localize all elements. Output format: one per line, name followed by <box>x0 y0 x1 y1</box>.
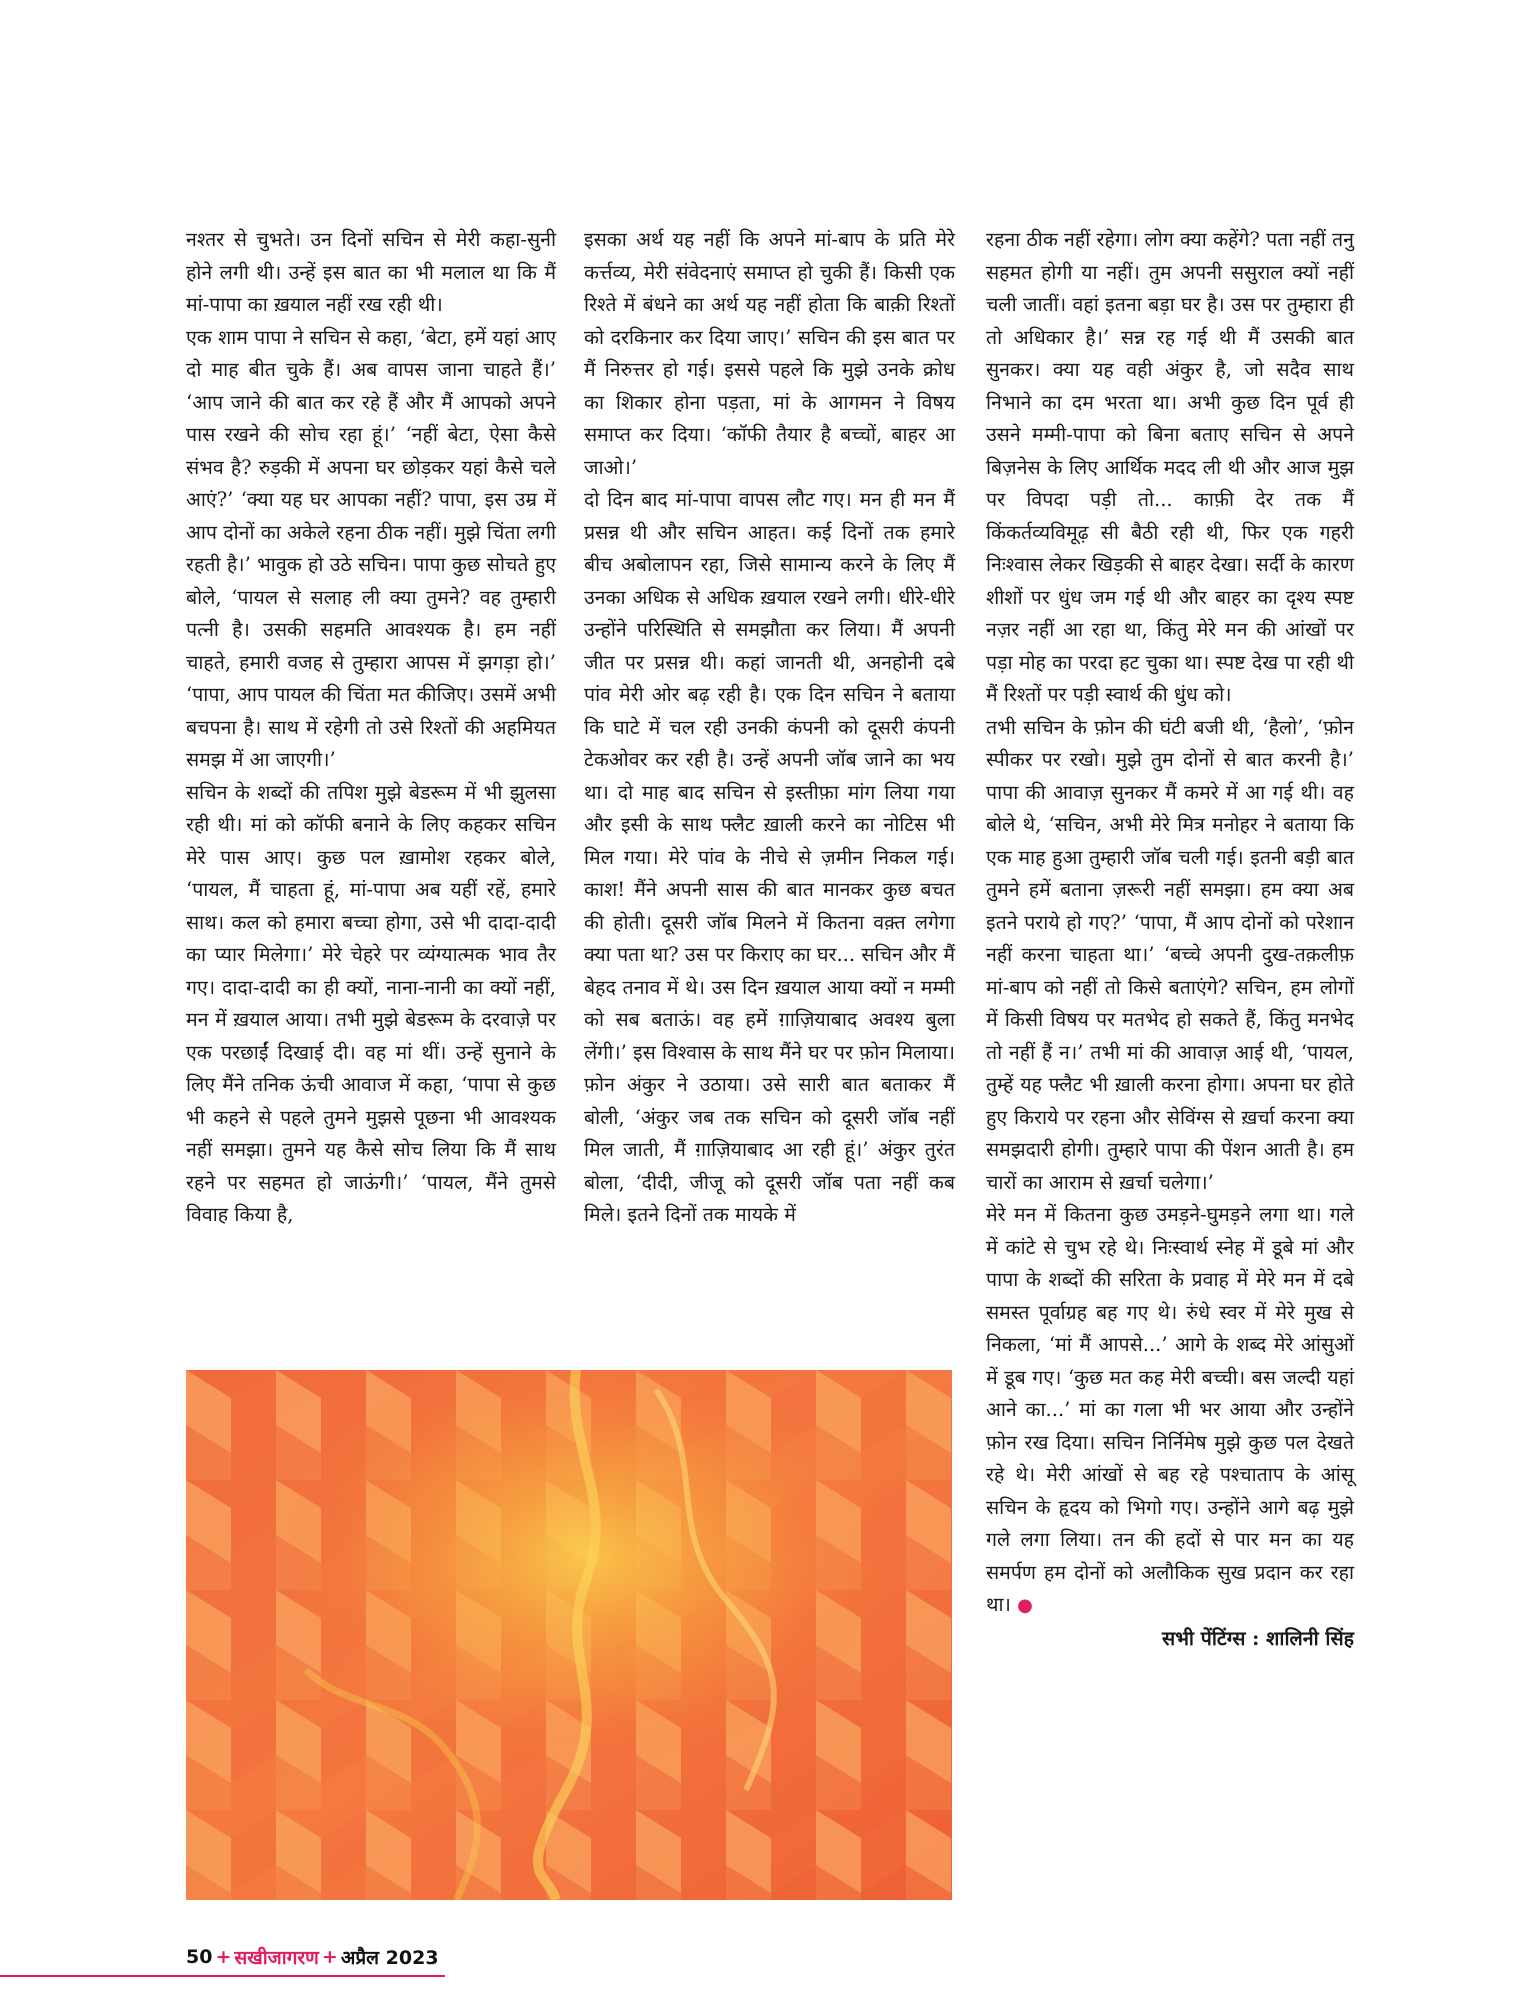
paragraph: एक शाम पापा ने सचिन से कहा, ‘बेटा, हमें यहां आए दो माह बीत चुके हैं। अब वापस जाना चाहते हैं।’ ‘आप जाने की बात कर रहे हैं और मैं आपको अपने पास रखने की सोच रहा हूं।’ ‘नहीं बेटा, ऐसा कैसे संभव है? रुड़की में अपना घर छोड़कर यहां कैसे चले आएं?’ ‘क्या यह घर आपका नहीं? पापा, इस उम्र में आप दोनों का अकेले रहना ठीक नहीं। मुझे चिंता लगी रहती है।’ भावुक हो उठे सचिन। पापा कुछ सोचते हुए बोले, ‘पायल से सलाह ली क्या तुमने? वह तुम्हारी पत्नी है। उसकी सहमति आवश्यक है। हम नहीं चाहते, हमारी वजह से तुम्हारा आपस में झगड़ा हो।’ ‘पापा, आप पायल की चिंता मत कीजिए। उसमें अभी बचपना है। साथ में रहेगी तो उसे रिश्तों की अहमियत समझ में आ जाएगी।’ <box>186 325 556 771</box>
paragraph <box>986 1199 1354 1623</box>
paragraph: रहना ठीक नहीं रहेगा। लोग क्या कहेंगे? पता नहीं तनु सहमत होगी या नहीं। तुम अपनी ससुराल क्यों नहीं चली जातीं। वहां इतना बड़ा घर है। उस पर तुम्हारा ही तो अधिकार है।’ सन्न रह गई थी मैं उसकी बात सुनकर। क्या यह वही अंकुर है, जो सदैव साथ निभाने का दम भरता था। अभी कुछ दिन पूर्व ही उसने मम्मी-पापा को बिना बताए सचिन से अपने बिज़नेस के लिए आर्थिक मदद ली थी और आज मुझ पर विपदा पड़ी तो... काफ़ी देर तक मैं किंकर्तव्यविमूढ़ सी बैठी रही थी, फिर एक गहरी निःश्वास लेकर खिड़की से बाहर देखा। सर्दी के कारण शीशों पर धुंध जम गई थी और बाहर का दृश्य स्पष्ट नज़र नहीं आ रहा था, किंतु मेरे मन की आंखों पर पड़ा मोह का परदा हट चुका था। स्पष्ट देख पा रही थी मैं रिश्तों पर पड़ी स्वार्थ की धुंध को। <box>986 228 1354 706</box>
article-column-1 <box>186 224 556 1232</box>
folio-rule <box>0 1975 445 1977</box>
article-column-3 <box>986 224 1354 1655</box>
paragraph: तभी सचिन के फ़ोन की घंटी बजी थी, ‘हैलो’, ‘फ़ोन स्पीकर पर रखो। मुझे तुम दोनों से बात करनी है।’ पापा की आवाज़ सुनकर मैं कमरे में आ गई थी। वह बोले थे, ‘सचिन, अभी मेरे मित्र मनोहर ने बताया कि एक माह हुआ तुम्हारी जॉब चली गई। इतनी बड़ी बात तुमने हमें बताना ज़रूरी नहीं समझा। हम क्या अब इतने पराये हो गए?’ ‘पापा, मैं आप दोनों को परेशान नहीं करना चाहता था।’ ‘बच्चे अपनी दुख-तक़लीफ़ मां-बाप को नहीं तो किसे बताएंगे? सचिन, हम लोगों में किसी विषय पर मतभेद हो सकते हैं, किंतु मनभेद तो नहीं हैं न।’ तभी मां की आवाज़ आई थी, ‘पायल, तुम्हें यह फ्लैट भी ख़ाली करना होगा। अपना घर होते हुए किराये पर रहना और सेविंग्स से ख़र्चा करना क्या समझदारी होगी। तुम्हारे पापा की पेंशन आती है। हम चारों का आराम से ख़र्चा चलेगा।’ <box>986 715 1354 1194</box>
star-icon: + <box>215 1946 232 1968</box>
star-icon: + <box>321 1946 338 1968</box>
page-number: 50 <box>186 1946 213 1968</box>
magazine-name: सखीजागरण <box>234 1947 319 1969</box>
paragraph: इसका अर्थ यह नहीं कि अपने मां-बाप के प्रति मेरे कर्त्तव्य, मेरी संवेदनाएं समाप्त हो चुकी हैं। किसी एक रिश्ते में बंधने का अर्थ यह नहीं होता कि बाक़ी रिश्तों को दरकिनार कर दिया जाए।’ सचिन की इस बात पर मैं निरुत्तर हो गई। इससे पहले कि मुझे उनके क्रोध का शिकार होना पड़ता, मां के आगमन ने विषय समाप्त कर दिया। ‘कॉफी तैयार है बच्चों, बाहर आ जाओ।’ <box>584 228 955 479</box>
paragraph: नश्तर से चुभते। उन दिनों सचिन से मेरी कहा-सुनी होने लगी थी। उन्हें इस बात का भी मलाल था कि मैं मां-पापा का ख़याल नहीं रख रही थी। <box>186 228 556 316</box>
paragraph: दो दिन बाद मां-पापा वापस लौट गए। मन ही मन मैं प्रसन्न थी और सचिन आहत। कई दिनों तक हमारे बीच अबोलापन रहा, जिसे सामान्य करने के लिए मैं उनका अधिक से अधिक ख़याल रखने लगी। धीरे-धीरे उन्होंने परिस्थिति से समझौता कर लिया। मैं अपनी जीत पर प्रसन्न थी। कहां जानती थी, अनहोनी दबे पांव मेरी ओर बढ़ रही है। एक दिन सचिन ने बताया कि घाटे में चल रही उनकी कंपनी को दूसरी कंपनी टेकओवर कर रही है। उन्हें अपनी जॉब जाने का भय था। दो माह बाद सचिन से इस्तीफ़ा मांग लिया गया और इसी के साथ फ्लैट ख़ाली करने का नोटिस भी मिल गया। मेरे पांव के नीचे से ज़मीन निकल गई। काश! मैंने अपनी सास की बात मानकर कुछ बचत की होती। दूसरी जॉब मिलने में कितना वक़्त लगेगा क्या पता था? उस पर किराए का घर... सचिन और मैं बेहद तनाव में थे। उस दिन ख़याल आया क्यों न मम्मी को सब बताऊं। वह हमें ग़ाज़ियाबाद अवश्य बुला लेंगी।’ इस विश्वास के साथ मैंने घर पर फ़ोन मिलाया। फ़ोन अंकुर ने उठाया। उसे सारी बात बताकर मैं बोली, ‘अंकुर जब तक सचिन को दूसरी जॉब नहीं मिल जाती, मैं ग़ाज़ियाबाद आ रही हूं।’ अंकुर तुरंत बोला, ‘दीदी, जीजू को दूसरी जॉब पता नहीं कब मिले। इतने दिनों तक मायके में <box>584 488 955 1226</box>
painting-credit: सभी पेंटिंग्स : शालिनी सिंह <box>1162 1626 1354 1650</box>
end-mark-icon: ● <box>1017 1595 1033 1616</box>
abstract-painting <box>186 1370 952 1900</box>
article-column-2 <box>584 224 955 1232</box>
paragraph: सचिन के शब्दों की तपिश मुझे बेडरूम में भी झुलसा रही थी। मां को कॉफी बनाने के लिए कहकर सचिन मेरे पास आए। कुछ पल ख़ामोश रहकर बोले, ‘पायल, मैं चाहता हूं, मां-पापा अब यहीं रहें, हमारे साथ। कल को हमारा बच्चा होगा, उसे भी दादा-दादी का प्यार मिलेगा।’ मेरे चेहरे पर व्यंग्यात्मक भाव तैर गए। दादा-दादी का ही क्यों, नाना-नानी का क्यों नहीं, मन में ख़याल आया। तभी मुझे बेडरूम के दरवाज़े पर एक परछाईं दिखाई दी। वह मां थीं। उन्हें सुनाने के लिए मैंने तनिक ऊंची आवाज में कहा, ‘पापा से कुछ भी कहने से पहले तुमने मुझसे पूछना भी आवश्यक नहीं समझा। तुमने यह कैसे सोच लिया कि मैं साथ रहने पर सहमत हो जाऊंगी।’ ‘पायल, मैंने तुमसे विवाह किया है, <box>186 780 556 1226</box>
paragraph-text: मेरे मन में कितना कुछ उमड़ने-घुमड़ने लगा था। गले में कांटे से चुभ रहे थे। निःस्वार्थ स्नेह में डूबे मां और पापा के शब्दों की सरिता के प्रवाह में मेरे मन में दबे समस्त पूर्वाग्रह बह गए थे। रुंधे स्वर में मेरे मुख से निकला, ‘मां मैं आपसे...’ आगे के शब्द मेरे आंसुओं में डूब गए। ‘कुछ मत कह मेरी बच्ची। बस जल्दी यहां आने का...’ मां का गला भी भर आया और उन्होंने फ़ोन रख दिया। सचिन निर्निमेष मुझे कुछ पल देखते रहे थे। मेरी आंखों से बह रहे पश्चाताप के आंसू सचिन के हृदय को भिगो गए। उन्होंने आगे बढ़ मुझे गले लगा लिया। तन की हदों से पार मन का यह समर्पण हम दोनों को अलौकिक सुख प्रदान कर रहा था। <box>986 1203 1354 1616</box>
issue-date: अप्रैल 2023 <box>340 1947 439 1969</box>
page-folio <box>186 1944 439 1970</box>
